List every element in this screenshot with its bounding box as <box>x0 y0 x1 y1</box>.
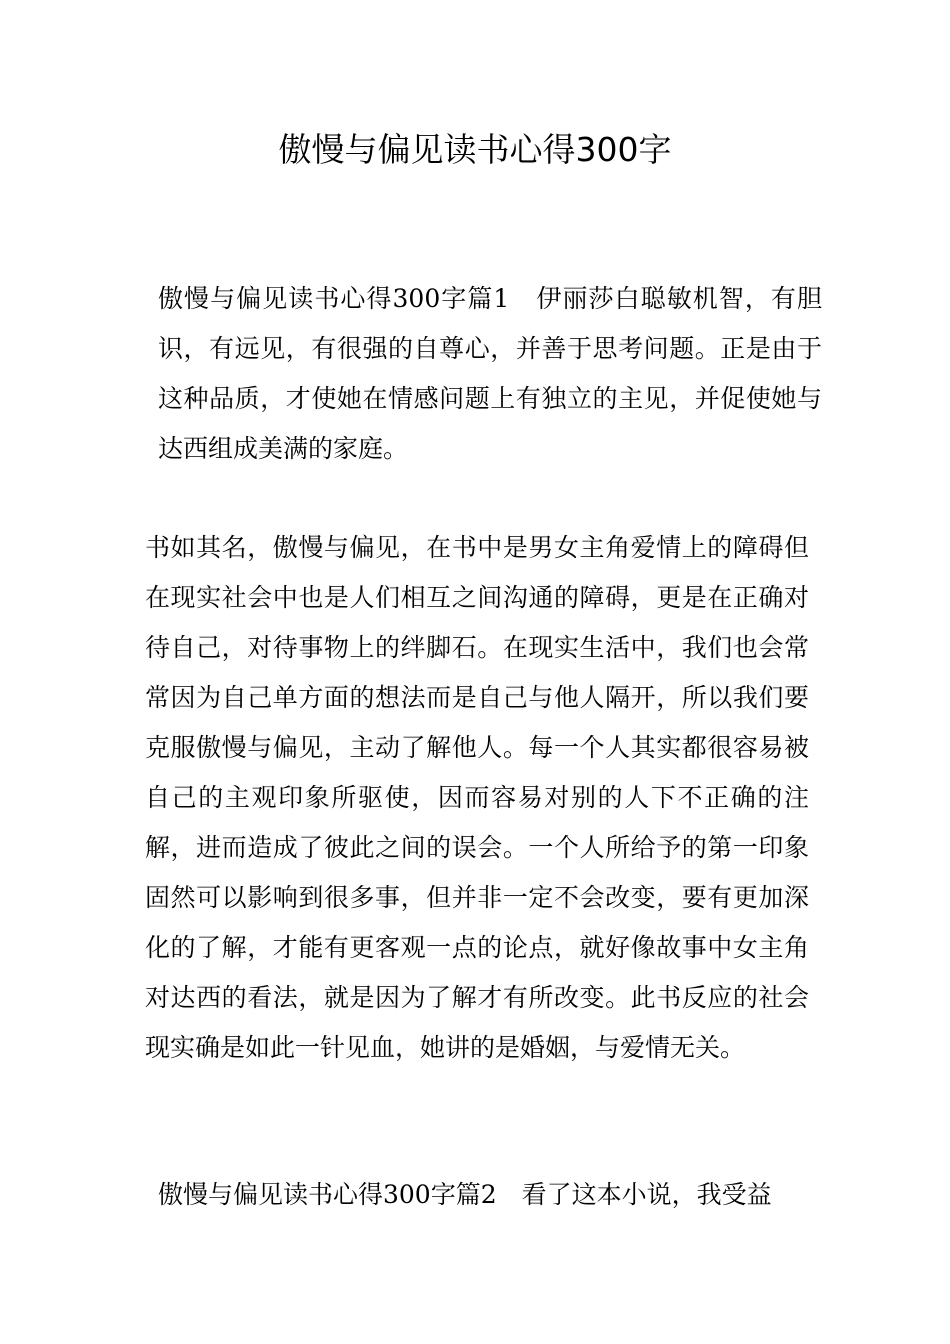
paragraph-1: 傲慢与偏见读书心得300字篇1 伊丽莎白聪敏机智，有胆识，有远见，有很强的自尊心，并善于思考问题。正是由于这种品质，才使她在情感问题上有独立的主见，并促使她与达西组成美满的家庭。 <box>158 284 822 463</box>
paragraph-3: 傲慢与偏见读书心得300字篇2 看了这本小说，我受益 <box>158 1180 772 1209</box>
paragraph-2: 书如其名，傲慢与偏见，在书中是男女主角爱情上的障碍但在现实社会中也是人们相互之间沟通的障碍，更是在正确对待自己，对待事物上的绊脚石。在现实生活中，我们也会常常因为自己单方面的想法而是自己与他人隔开，所以我们要克服傲慢与偏见，主动了解他人。每一个人其实都很容易被自己的主观印象所驱使，因而容易对别的人下不正确的注解，进而造成了彼此之间的误会。一个人所给予的第一印象固然可以影响到很多事，但并非一定不会改变，要有更加深化的了解，才能有更客观一点的论点，就好像故事中女主角对达西的看法，就是因为了解才有所改变。此书反应的社会现实确是如此一针见血，她讲的是婚姻，与爱情无关。 <box>145 533 809 1062</box>
document-title: 傲慢与偏见读书心得300字 <box>278 130 672 169</box>
